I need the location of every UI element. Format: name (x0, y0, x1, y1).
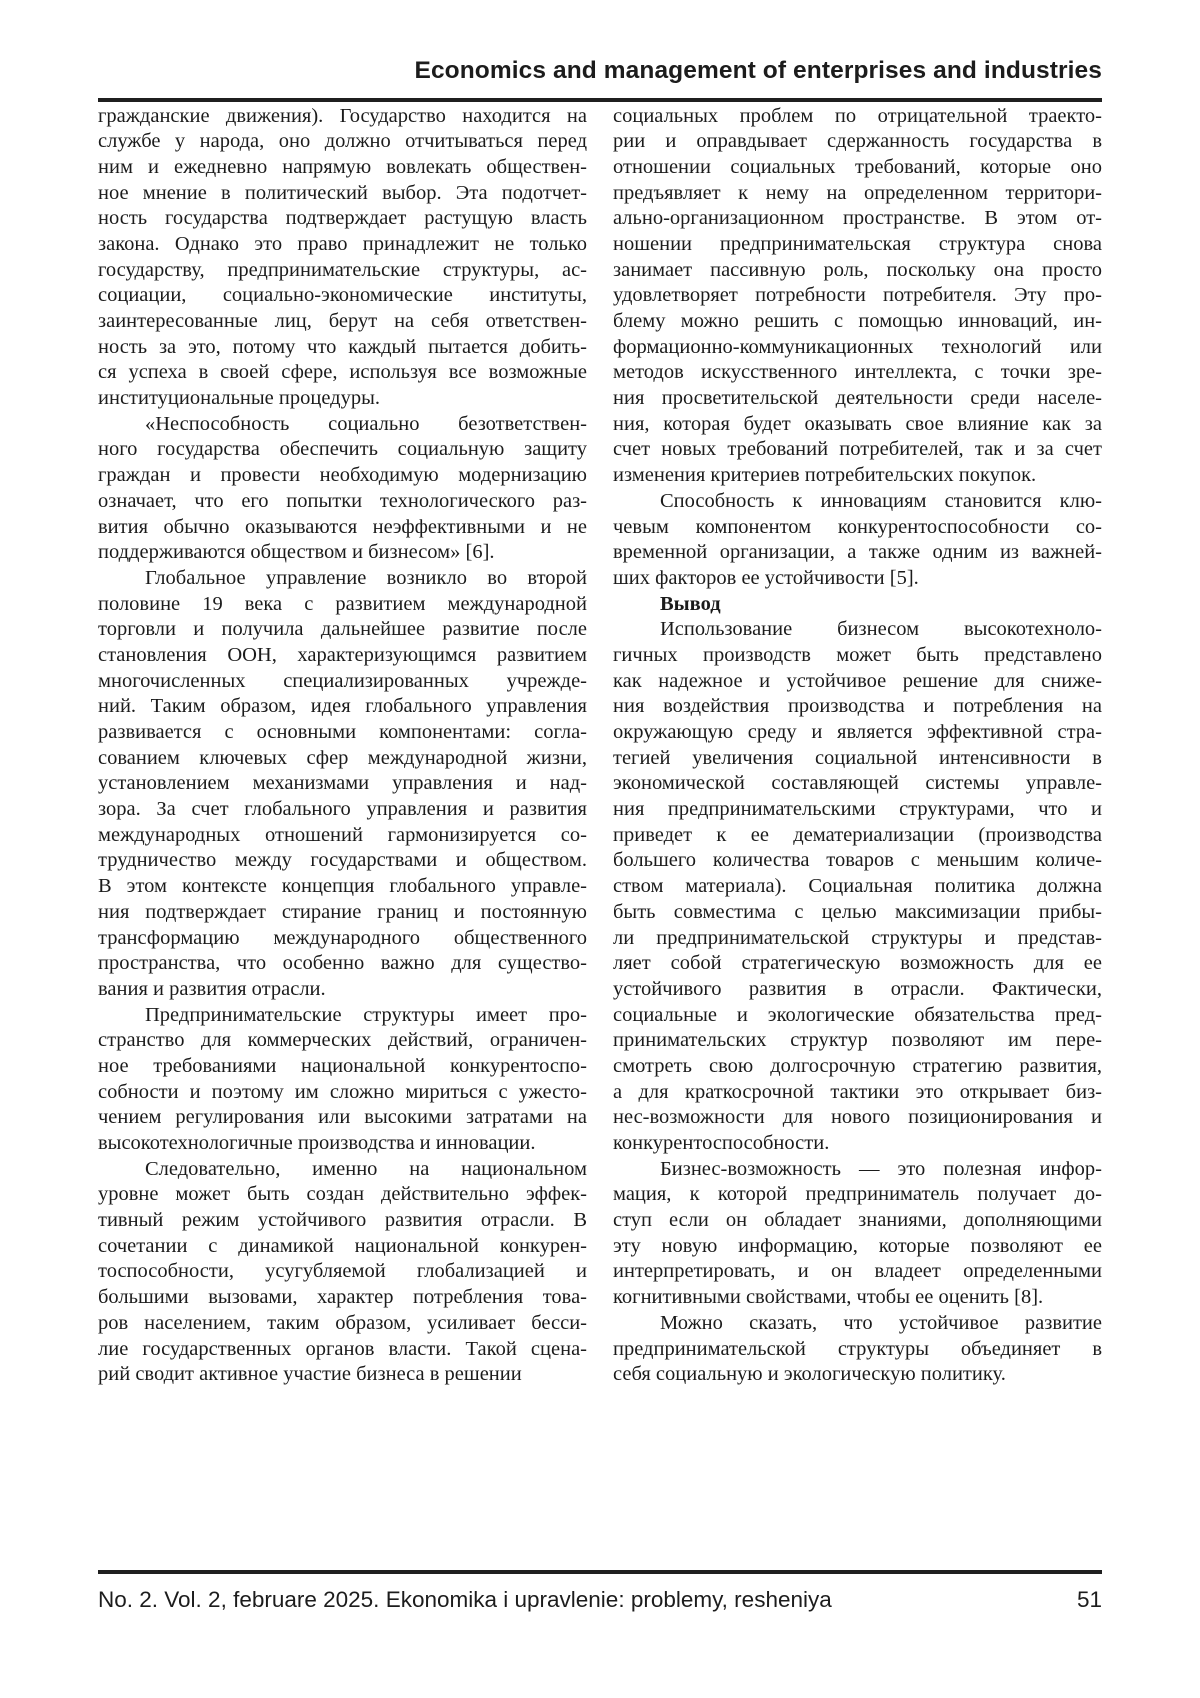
text-line: ступ если он обладает знаниями, дополняющими (613, 1209, 1102, 1232)
text-line: пространства, что особенно важно для существо- (98, 952, 587, 975)
text-line: ния, которая будет оказывать свое влияние как за (613, 412, 1102, 435)
header-rule (98, 98, 1102, 102)
text-line: социальные и экологические обязательства пред- (613, 1003, 1102, 1026)
text-line: временной организации, а также одним из важней- (613, 541, 1102, 564)
text-line: гражданские движения). Государство находится на (98, 104, 587, 127)
text-line: В этом контексте концепция глобального управле- (98, 875, 587, 898)
text-line: интерпретировать, и он владеет определенными (613, 1260, 1102, 1283)
text-line: Можно сказать, что устойчивое развитие (660, 1311, 1102, 1334)
text-line: смотреть свою долгосрочную стратегию развития, (613, 1054, 1102, 1077)
text-line: трудничество между государствами и обществом. (98, 849, 587, 872)
column-left (98, 104, 587, 1388)
text-line: странство для коммерческих действий, ограничен- (98, 1029, 587, 1052)
footer-issue-info: No. 2. Vol. 2, februare 2025. Ekonomika i upravlenie: problemy, resheniya (98, 1587, 832, 1612)
text-line: Предпринимательские структуры имеет про- (145, 1003, 587, 1026)
text-line: означает, что его попытки технологического раз- (98, 489, 587, 512)
text-line: отношении социальных требований, которые оно (613, 155, 1102, 178)
text-line: Глобальное управление возникло во второй (145, 566, 587, 589)
text-line: Способность к инновациям становится клю- (660, 489, 1102, 512)
text-line: приведет к ее дематериализации (производства (613, 823, 1102, 846)
text-line: а для краткосрочной тактики это открывает биз- (613, 1080, 1102, 1103)
text-line: большими вызовами, характер потребления това- (98, 1286, 587, 1309)
text-line: предъявляет к нему на определенном территори- (613, 181, 1102, 204)
text-line: тегией увеличения социальной интенсивности в (613, 746, 1102, 769)
text-line: Бизнес-возможность — это полезная инфор- (660, 1157, 1102, 1180)
text-line: трансформацию международного общественного (98, 926, 587, 949)
text-line: ров населением, таким образом, усиливает бесси- (98, 1311, 587, 1334)
text-line: ния воздействия производства и потребления на (613, 695, 1102, 718)
text-line: службе у народа, оно должно отчитываться перед (98, 130, 587, 153)
text-line: ся успеха в своей сфере, используя все возможные (98, 361, 587, 384)
text-line: заинтересованные лиц, берут на себя ответствен- (98, 310, 587, 332)
footer-page-number: 51 (1076, 1587, 1102, 1612)
text-line: ния предпринимательскими структурами, что и (613, 798, 1102, 821)
text-line: половине 19 века с развитием международной (98, 592, 587, 615)
footer-row (98, 1587, 1102, 1613)
text-line: ность за это, потому что каждый пытается добить- (98, 335, 587, 358)
text-line: закона. Однако это право принадлежит не только (98, 232, 587, 255)
footer-rule (98, 1570, 1102, 1574)
text-line: государству, предпринимательские структуры, ас- (98, 258, 587, 281)
text-line: эту новую информацию, которые позволяют ее (613, 1234, 1102, 1257)
page-title: Economics and management of enterprises and industries (414, 57, 1102, 84)
text-line: экономической составляющей системы управле- (613, 772, 1102, 795)
text-line: рии и оправдывает сдержанность государства в (613, 130, 1102, 153)
text-line: занимает пассивную роль, поскольку она просто (613, 258, 1102, 281)
text-line: ально-организационном пространстве. В этом от- (613, 207, 1102, 230)
text-line: Использование бизнесом высокотехноло- (660, 618, 1102, 641)
text-line: поддерживаются обществом и бизнесом» [6]. (98, 541, 495, 564)
text-line: гичных производств может быть представлено (613, 643, 1102, 666)
text-line: ших факторов ее устойчивости [5]. (613, 566, 919, 589)
text-line: становления ООН, характеризующимся развитием (98, 643, 587, 666)
text-line: большего количества товаров с меньшим количе- (613, 849, 1102, 872)
text-line: ляет собой стратегическую возможность для ее (613, 952, 1102, 975)
text-line: быть совместима с целью максимизации прибы- (613, 900, 1102, 923)
text-line: себя социальную и экологическую политику. (613, 1363, 1006, 1386)
text-line: ное мнение в политический выбор. Эта подотчет- (98, 181, 587, 204)
text-line: сочетании с динамикой национальной конкурен- (98, 1234, 587, 1257)
text-line: ность государства подтверждает растущую власть (98, 207, 587, 230)
text-line: когнитивными свойствами, чтобы ее оценить [8]. (613, 1286, 1044, 1309)
text-line: ли предпринимательской структуры и представ- (613, 926, 1102, 949)
text-line: сованием ключевых сфер международной жизни, (98, 746, 587, 769)
text-line: уровне может быть создан действительно эффек- (98, 1183, 587, 1206)
text-line: вития обычно оказываются неэффективными и не (98, 515, 587, 538)
text-line: международных отношений гармонизируется со- (98, 823, 587, 846)
text-line: принимательских структур позволяют им пере- (613, 1029, 1102, 1052)
text-line: Следовательно, именно на национальном (145, 1157, 587, 1180)
text-line: тоспособности, усугубляемой глобализацией и (98, 1260, 587, 1283)
text-line: социации, социально-экономические институты, (98, 284, 587, 307)
text-line: собности и поэтому им сложно мириться с ужесто- (98, 1080, 587, 1103)
text-line: зора. За счет глобального управления и развития (98, 798, 587, 821)
text-line: предпринимательской структуры объединяет в (613, 1337, 1102, 1360)
text-line: нес-возможности для нового позиционирования и (613, 1106, 1102, 1129)
text-line: вания и развития отрасли. (98, 977, 326, 1000)
text-line: счет новых требований потребителей, так и за счет (613, 438, 1102, 461)
text-line: чением регулирования или высокими затратами на (98, 1106, 587, 1129)
text-line: окружающую среду и является эффективной стра- (613, 721, 1102, 743)
text-line: развивается с основными компонентами: согла- (98, 721, 587, 743)
text-line: ний. Таким образом, идея глобального управления (98, 695, 587, 718)
text-line: ношении предпринимательская структура снова (613, 232, 1102, 255)
text-line: мация, к которой предприниматель получает до- (613, 1183, 1102, 1206)
text-line: тивный режим устойчивого развития отрасли. В (98, 1209, 587, 1232)
section-heading: Вывод (660, 592, 721, 615)
text-line: многочисленных специализированных учрежде- (98, 669, 587, 692)
text-line: методов искусственного интеллекта, с точки зре- (613, 361, 1102, 384)
text-line: рий сводит активное участие бизнеса в решении (98, 1363, 522, 1386)
text-line: чевым компонентом конкурентоспособности со- (613, 515, 1102, 538)
text-line: институциональные процедуры. (98, 387, 380, 410)
text-line: «Неспособность социально безответствен- (145, 412, 587, 435)
text-line: социальных проблем по отрицательной траекто- (613, 104, 1102, 127)
text-line: блему можно решить с помощью инноваций, ин- (613, 310, 1102, 332)
text-line: конкурентоспособности. (613, 1132, 830, 1154)
text-line: ния подтверждает стирание границ и постоянную (98, 900, 587, 923)
text-line: ное требованиями национальной конкурентоспо- (98, 1054, 587, 1077)
article-body (98, 104, 1102, 1388)
text-line: ним и ежедневно напрямую вовлекать обществен- (98, 155, 587, 178)
text-line: устойчивого развития в отрасли. Фактически, (613, 977, 1102, 1000)
text-line: установлением механизмами управления и над- (98, 772, 587, 795)
text-line: высокотехнологичные производства и инновации. (98, 1132, 536, 1154)
text-line: торговли и получила дальнейшее развитие после (98, 618, 587, 641)
text-line: граждан и провести необходимую модернизацию (98, 464, 587, 487)
text-line: удовлетворяет потребности потребителя. Эту про- (613, 284, 1102, 307)
text-line: ством материала). Социальная политика должна (613, 875, 1102, 898)
text-line: формационно-коммуникационных технологий или (613, 335, 1102, 358)
column-right (613, 104, 1102, 1388)
text-line: ния просветительской деятельности среди населе- (613, 387, 1102, 410)
text-line: как надежное и устойчивое решение для сниже- (613, 669, 1102, 692)
text-line: изменения критериев потребительских покупок. (613, 464, 1037, 487)
text-line: лие государственных органов власти. Такой сцена- (98, 1337, 587, 1360)
page-footer (98, 1570, 1102, 1613)
text-line: ного государства обеспечить социальную защиту (98, 438, 587, 461)
